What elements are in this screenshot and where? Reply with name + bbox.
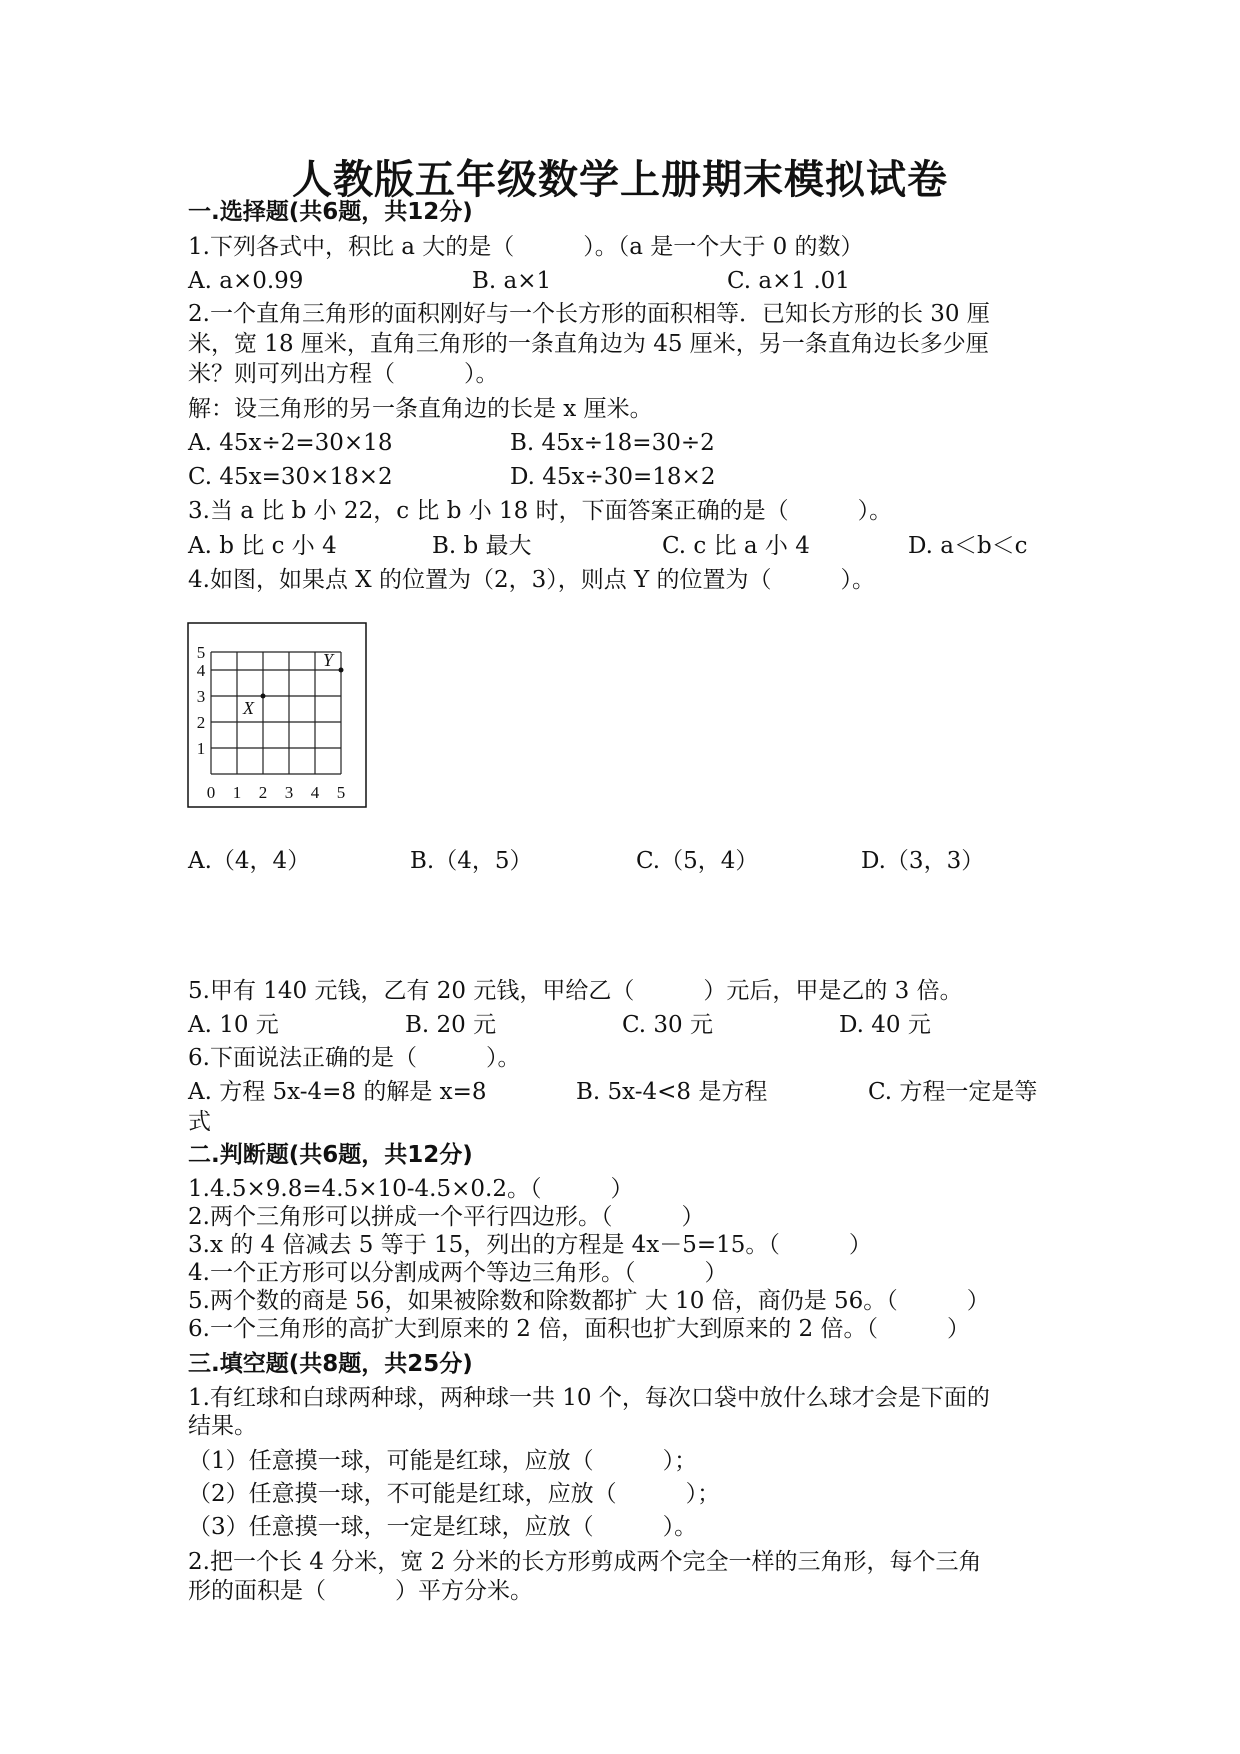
q3-option-a: A. b 比 c 小 4 — [188, 533, 337, 559]
x-tick-label: 5 — [336, 783, 346, 802]
q4-option-b: B.（4，5） — [410, 848, 533, 874]
judgement-item-2: 2.两个三角形可以拼成一个平行四边形。（ ） — [188, 1204, 705, 1230]
y-tick-label: 1 — [196, 739, 206, 758]
question-1-stem: 1.下列各式中，积比 a 大的是（ ）。（a 是一个大于 0 的数） — [188, 234, 864, 260]
y-tick-label: 4 — [196, 661, 206, 680]
point-y-label: Y — [323, 650, 334, 670]
coordinate-grid-figure — [187, 622, 367, 808]
q5-option-c: C. 30 元 — [622, 1012, 713, 1038]
question-5-stem: 5.甲有 140 元钱，乙有 20 元钱，甲给乙（ ）元后，甲是乙的 3 倍。 — [188, 978, 963, 1004]
fill-question-1-line-2: 结果。 — [188, 1413, 257, 1439]
q5-option-a: A. 10 元 — [188, 1012, 279, 1038]
q2-option-b: B. 45x÷18=30÷2 — [510, 430, 715, 456]
q2-option-a: A. 45x÷2=30×18 — [188, 430, 393, 456]
point-x-label: X — [243, 698, 254, 718]
q1-option-b: B. a×1 — [472, 268, 552, 294]
judgement-item-4: 4.一个正方形可以分割成两个等边三角形。（ ） — [188, 1260, 728, 1286]
q5-option-d: D. 40 元 — [839, 1012, 931, 1038]
judgement-item-1: 1.4.5×9.8=4.5×10-4.5×0.2。（ ） — [188, 1176, 634, 1202]
q1-option-a: A. a×0.99 — [188, 268, 304, 294]
judgement-item-6: 6.一个三角形的高扩大到原来的 2 倍，面积也扩大到原来的 2 倍。（ ） — [188, 1316, 970, 1342]
fill-question-1-sub-1: （1）任意摸一球，可能是红球，应放（ ）； — [188, 1448, 698, 1474]
y-tick-label: 2 — [196, 713, 206, 732]
q4-option-c: C.（5，4） — [636, 848, 759, 874]
exam-title: 人教版五年级数学上册期末模拟试卷 — [292, 156, 948, 203]
fill-question-1-sub-2: （2）任意摸一球，不可能是红球，应放（ ）； — [188, 1481, 721, 1507]
y-tick-label: 5 — [196, 643, 206, 662]
question-2-stem-line-1: 2.一个直角三角形的面积刚好与一个长方形的面积相等．已知长方形的长 30 厘 — [188, 301, 990, 327]
fill-question-2-line-2: 形的面积是（ ）平方分米。 — [188, 1578, 533, 1604]
grid-svg — [187, 622, 367, 808]
q2-option-d: D. 45x÷30=18×2 — [510, 464, 716, 490]
question-4-stem: 4.如图，如果点 X 的位置为（2，3），则点 Y 的位置为（ ）。 — [188, 567, 876, 593]
question-2-solution: 解：设三角形的另一条直角边的长是 x 厘米。 — [188, 396, 653, 422]
question-2-stem-line-3: 米？则可列出方程（ ）。 — [188, 361, 499, 387]
q3-option-d: D. a＜b＜c — [908, 533, 1028, 559]
x-tick-label: 0 — [206, 783, 216, 802]
x-tick-label: 1 — [232, 783, 242, 802]
section-heading-choice: 一.选择题(共6题，共12分) — [188, 199, 473, 225]
q3-option-b: B. b 最大 — [432, 533, 532, 559]
x-tick-label: 4 — [310, 783, 320, 802]
fill-question-1-sub-3: （3）任意摸一球，一定是红球，应放（ ）。 — [188, 1514, 698, 1540]
x-tick-label: 3 — [284, 783, 294, 802]
figure-border — [188, 623, 366, 807]
q2-option-c: C. 45x=30×18×2 — [188, 464, 393, 490]
q1-option-c: C. a×1 .01 — [727, 268, 850, 294]
x-tick-label: 2 — [258, 783, 268, 802]
q3-option-c: C. c 比 a 小 4 — [662, 533, 810, 559]
section-heading-fill-blank: 三.填空题(共8题，共25分) — [188, 1351, 473, 1377]
point-x-dot — [261, 694, 266, 699]
fill-question-1-line-1: 1.有红球和白球两种球，两种球一共 10 个，每次口袋中放什么球才会是下面的 — [188, 1385, 990, 1411]
question-3-stem: 3.当 a 比 b 小 22，c 比 b 小 18 时，下面答案正确的是（ ）。 — [188, 498, 893, 524]
q4-option-a: A.（4，4） — [188, 848, 311, 874]
q6-option-c: C. 方程一定是等 — [868, 1079, 1038, 1105]
point-y-dot — [339, 668, 344, 673]
q6-option-b: B. 5x-4<8 是方程 — [576, 1079, 768, 1105]
q4-option-d: D.（3，3） — [861, 848, 985, 874]
fill-question-2-line-1: 2.把一个长 4 分米，宽 2 分米的长方形剪成两个完全一样的三角形，每个三角 — [188, 1549, 982, 1575]
q5-option-b: B. 20 元 — [405, 1012, 497, 1038]
judgement-item-3: 3.x 的 4 倍减去 5 等于 15，列出的方程是 4x－5=15。（ ） — [188, 1232, 872, 1258]
question-2-stem-line-2: 米，宽 18 厘米，直角三角形的一条直角边为 45 厘米，另一条直角边长多少厘 — [188, 331, 989, 357]
q6-option-c-wrap: 式 — [188, 1109, 211, 1135]
q6-option-a: A. 方程 5x-4=8 的解是 x=8 — [188, 1079, 487, 1105]
section-heading-judgement: 二.判断题(共6题，共12分) — [188, 1142, 473, 1168]
y-tick-label: 3 — [196, 687, 206, 706]
question-6-stem: 6.下面说法正确的是（ ）。 — [188, 1045, 521, 1071]
judgement-item-5: 5.两个数的商是 56，如果被除数和除数都扩 大 10 倍，商仍是 56。（ ） — [188, 1288, 990, 1314]
